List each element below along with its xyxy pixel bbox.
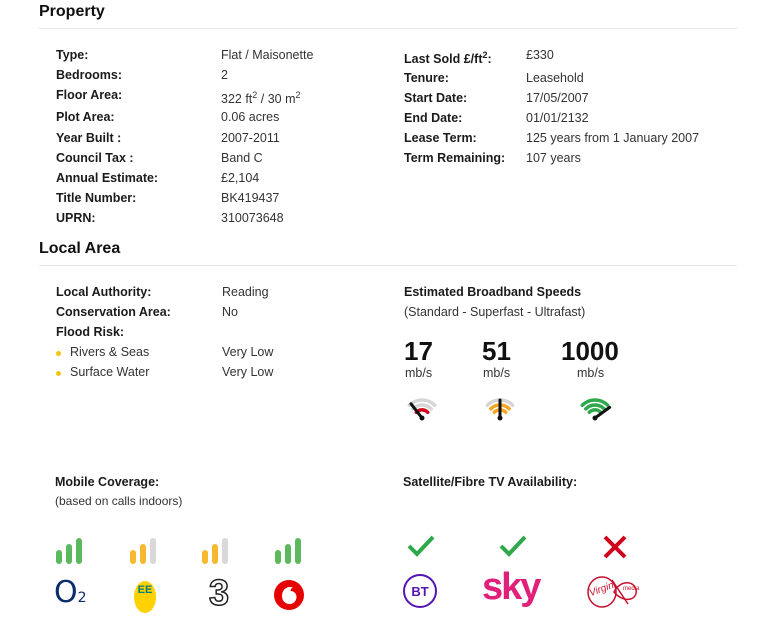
tenure-value: Leasehold: [526, 71, 584, 85]
ultrafast-speed-value: 1000: [561, 336, 619, 366]
uprn-value: 310073648: [221, 211, 284, 225]
ee-logo: EE: [133, 580, 157, 614]
property-section-title: Property: [39, 3, 105, 20]
rivers-seas-label: Rivers & Seas: [70, 345, 150, 359]
type-label: Type:: [56, 48, 89, 62]
gauge-hub: [498, 416, 503, 421]
term-remaining-label: Term Remaining:: [404, 151, 506, 165]
surface-water-bullet-icon: [56, 371, 61, 376]
signal-bar: [66, 544, 72, 564]
virgin-unavailable-cross-icon: [602, 534, 628, 560]
start-date-label: Start Date:: [404, 91, 468, 105]
conservation-area-value: No: [222, 305, 238, 319]
title-number-label: Title Number:: [56, 191, 137, 205]
signal-bar: [130, 550, 136, 564]
annual-estimate-value: £2,104: [221, 171, 260, 185]
year-built-label: Year Built :: [56, 131, 122, 145]
start-date-value: 17/05/2007: [526, 91, 589, 105]
bt-available-check-icon: [406, 534, 436, 558]
lease-term-value: 125 years from 1 January 2007: [526, 131, 700, 145]
end-date-label: End Date:: [404, 111, 463, 125]
vodafone-logo: [273, 579, 305, 611]
floor-area-value: 322 $ft^2 / 30$ $m^2$: [221, 90, 301, 107]
flood-risk-label: Flood Risk:: [56, 325, 125, 339]
surface-water-label: Surface Water: [70, 365, 150, 379]
tv-availability-title: Satellite/Fibre TV Availability:: [403, 475, 578, 489]
signal-bar: [275, 550, 281, 564]
standard-speed-unit: mb/s: [405, 366, 433, 380]
signal-bar: [150, 538, 156, 564]
uprn-label: UPRN:: [56, 211, 96, 225]
ultrafast-speed-unit: mb/s: [577, 366, 605, 380]
last-sold-value: £330: [526, 48, 554, 62]
council-tax-value: Band C: [221, 151, 263, 165]
tenure-label: Tenure:: [404, 71, 449, 85]
signal-bar: [76, 538, 82, 564]
signal-bar: [140, 544, 146, 564]
o2-logo: O2: [54, 575, 87, 610]
broadband-title: Estimated Broadband Speeds: [404, 285, 582, 299]
superfast-speed-unit: mb/s: [483, 366, 511, 380]
end-date-value: 01/01/2132: [526, 111, 589, 125]
property-divider: [39, 28, 737, 29]
signal-bar: [222, 538, 228, 564]
signal-bar: [212, 544, 218, 564]
last-sold-label: Last Sold $£/ft^2$:: [404, 50, 492, 67]
conservation-area-label: Conservation Area:: [56, 305, 171, 319]
superfast-speed-gauge-icon: [479, 392, 521, 424]
title-number-value: BK419437: [221, 191, 280, 205]
gauge-hub: [593, 416, 598, 421]
signal-bar: [295, 538, 301, 564]
o2-signal-bars-icon: [56, 536, 88, 564]
three-signal-bars-icon: [202, 536, 234, 564]
local-authority-value: Reading: [222, 285, 269, 299]
broadband-subtitle: (Standard - Superfast - Ultrafast): [404, 305, 586, 319]
rivers-seas-value: Very Low: [222, 345, 274, 359]
plot-area-value: 0.06 acres: [221, 110, 280, 124]
vodafone-signal-bars-icon: [275, 536, 307, 564]
local-area-divider: [39, 265, 737, 266]
mobile-coverage-subtitle: (based on calls indoors): [55, 494, 183, 508]
bedrooms-label: Bedrooms:: [56, 68, 122, 82]
bedrooms-value: 2: [221, 68, 228, 82]
signal-bar: [285, 544, 291, 564]
council-tax-label: Council Tax :: [56, 151, 134, 165]
floor-area-label: Floor Area:: [56, 88, 123, 102]
sky-logo: sky: [482, 566, 540, 608]
term-remaining-value: 107 years: [526, 151, 581, 165]
virgin-media-logo: Virgin media: [586, 574, 644, 610]
sky-available-check-icon: [498, 534, 528, 558]
rivers-seas-bullet-icon: [56, 351, 61, 356]
lease-term-label: Lease Term:: [404, 131, 477, 145]
mobile-coverage-title: Mobile Coverage:: [55, 475, 160, 489]
standard-speed-gauge-icon: [401, 392, 443, 424]
type-value: Flat / Maisonette: [221, 48, 314, 62]
annual-estimate-label: Annual Estimate:: [56, 171, 159, 185]
plot-area-label: Plot Area:: [56, 110, 115, 124]
gauge-arc: [589, 410, 600, 412]
three-logo: 3: [208, 572, 230, 613]
bt-logo: BT: [403, 574, 437, 608]
local-authority-label: Local Authority:: [56, 285, 152, 299]
gauge-hub: [420, 416, 425, 421]
signal-bar: [202, 550, 208, 564]
year-built-value: 2007-2011: [221, 131, 280, 145]
ee-signal-bars-icon: [130, 536, 162, 564]
ultrafast-speed-gauge-icon: [574, 392, 616, 424]
superfast-speed-value: 51: [482, 336, 511, 366]
local-area-section-title: Local Area: [39, 240, 121, 257]
surface-water-value: Very Low: [222, 365, 274, 379]
signal-bar: [56, 550, 62, 564]
standard-speed-value: 17: [404, 336, 433, 366]
